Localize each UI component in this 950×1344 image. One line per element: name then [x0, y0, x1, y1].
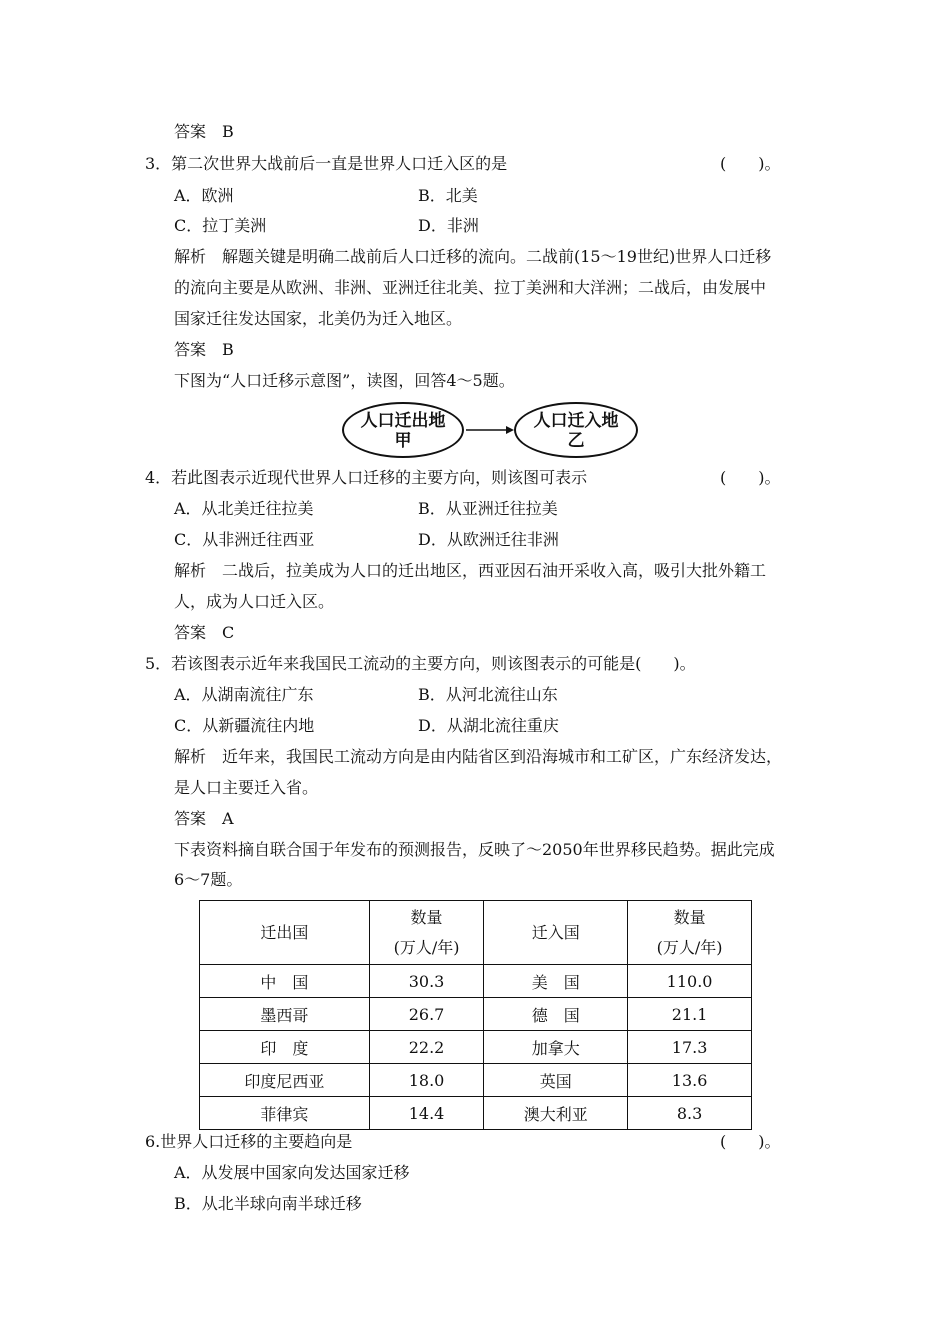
origin-country-cell: 中 国 [200, 965, 370, 998]
migration-table [199, 900, 752, 1130]
q4-option-b: B．从亚洲迁往拉美 [418, 499, 558, 518]
table-row [200, 1031, 752, 1064]
q3-analysis-line-1: 解析 解题关键是明确二战前后人口迁移的流向。二战前(15～19世纪)世界人口迁移 [174, 247, 772, 266]
q5-answer: 答案 A [174, 809, 234, 828]
q5-stem: 5．若该图表示近年来我国民工流动的主要方向，则该图表示的可能是( )。 [145, 654, 696, 673]
q6-option-a: A．从发展中国家向发达国家迁移 [174, 1163, 410, 1182]
origin-amount-cell: 18.0 [369, 1064, 484, 1097]
q4-option-a: A．从北美迁往拉美 [174, 499, 314, 518]
destination-country-cell: 英国 [484, 1064, 628, 1097]
q6-answer-blank: ( )。 [720, 1132, 781, 1151]
q5-analysis-line-1: 解析 近年来，我国民工流动方向是由内陆省区到沿海城市和工矿区，广东经济发达， [174, 747, 783, 766]
origin-country-cell: 墨西哥 [200, 998, 370, 1031]
table-row [200, 965, 752, 998]
table-row [200, 998, 752, 1031]
q4-analysis-line-1: 解析 二战后，拉美成为人口的迁出地区，西亚因石油开采收入高，吸引大批外籍工 [174, 561, 767, 580]
destination-country-cell: 美 国 [484, 965, 628, 998]
origin-amount-cell: 30.3 [369, 965, 484, 998]
header-destination-country: 迁入国 [484, 901, 628, 965]
q3-stem: 3．第二次世界大战前后一直是世界人口迁入区的是 [145, 154, 508, 173]
destination-amount-cell: 8.3 [628, 1097, 752, 1130]
q4-analysis-line-2: 人，成为人口迁入区。 [174, 592, 335, 611]
table-row [200, 1097, 752, 1130]
q3-analysis-line-3: 国家迁往发达国家，北美仍为迁入地区。 [174, 309, 463, 328]
origin-sublabel: 甲 [394, 431, 412, 451]
q5-option-d: D．从湖北流往重庆 [418, 716, 559, 735]
table-header-row [200, 901, 752, 965]
origin-country-cell: 菲律宾 [200, 1097, 370, 1130]
q6-stem: 6.世界人口迁移的主要趋向是 [145, 1132, 353, 1151]
destination-amount-cell: 17.3 [628, 1031, 752, 1064]
origin-amount-cell: 26.7 [369, 998, 484, 1031]
destination-sublabel: 乙 [567, 431, 585, 451]
q3-option-b: B．北美 [418, 186, 478, 205]
destination-amount-cell: 21.1 [628, 998, 752, 1031]
origin-ellipse [342, 402, 464, 458]
q3-analysis-line-2: 的流向主要是从欧洲、非洲、亚洲迁往北美、拉丁美洲和大洋洲；二战后，由发展中 [174, 278, 767, 297]
origin-label: 人口迁出地 [360, 411, 446, 431]
destination-ellipse [514, 402, 638, 458]
table-intro-line-2: 6～7题。 [174, 870, 243, 889]
destination-label: 人口迁入地 [533, 411, 619, 431]
header-origin-amount: 数量 (万人/年) [369, 901, 484, 965]
q3-answer-blank: ( )。 [720, 154, 781, 173]
table-intro-line-1: 下表资料摘自联合国于年发布的预测报告，反映了～2050年世界移民趋势。据此完成 [174, 840, 775, 859]
q4-answer: 答案 C [174, 623, 235, 642]
q4-stem: 4．若此图表示近现代世界人口迁移的主要方向，则该图可表示 [145, 468, 588, 487]
destination-amount-cell: 13.6 [628, 1064, 752, 1097]
origin-amount-cell: 22.2 [369, 1031, 484, 1064]
destination-country-cell: 德 国 [484, 998, 628, 1031]
origin-amount-cell: 14.4 [369, 1097, 484, 1130]
q3-option-d: D．非洲 [418, 216, 479, 235]
q4-option-c: C．从非洲迁往西亚 [174, 530, 315, 549]
table-row [200, 1064, 752, 1097]
migration-arrow [464, 422, 516, 438]
q6-option-b: B．从北半球向南半球迁移 [174, 1194, 362, 1213]
migration-diagram [340, 400, 640, 462]
q3-option-c: C．拉丁美洲 [174, 216, 267, 235]
destination-country-cell: 澳大利亚 [484, 1097, 628, 1130]
destination-country-cell: 加拿大 [484, 1031, 628, 1064]
diagram-intro: 下图为“人口迁移示意图”，读图，回答4～5题。 [174, 371, 515, 390]
q5-option-c: C．从新疆流往内地 [174, 716, 315, 735]
q2-answer: 答案 B [174, 122, 234, 141]
origin-country-cell: 印度尼西亚 [200, 1064, 370, 1097]
header-origin-country: 迁出国 [200, 901, 370, 965]
q3-answer: 答案 B [174, 340, 234, 359]
header-destination-amount: 数量 (万人/年) [628, 901, 752, 965]
q4-option-d: D．从欧洲迁往非洲 [418, 530, 559, 549]
destination-amount-cell: 110.0 [628, 965, 752, 998]
q4-answer-blank: ( )。 [720, 468, 781, 487]
q5-option-b: B．从河北流往山东 [418, 685, 558, 704]
origin-country-cell: 印 度 [200, 1031, 370, 1064]
q5-option-a: A．从湖南流往广东 [174, 685, 314, 704]
q3-option-a: A．欧洲 [174, 186, 234, 205]
q5-analysis-line-2: 是人口主要迁入省。 [174, 778, 319, 797]
